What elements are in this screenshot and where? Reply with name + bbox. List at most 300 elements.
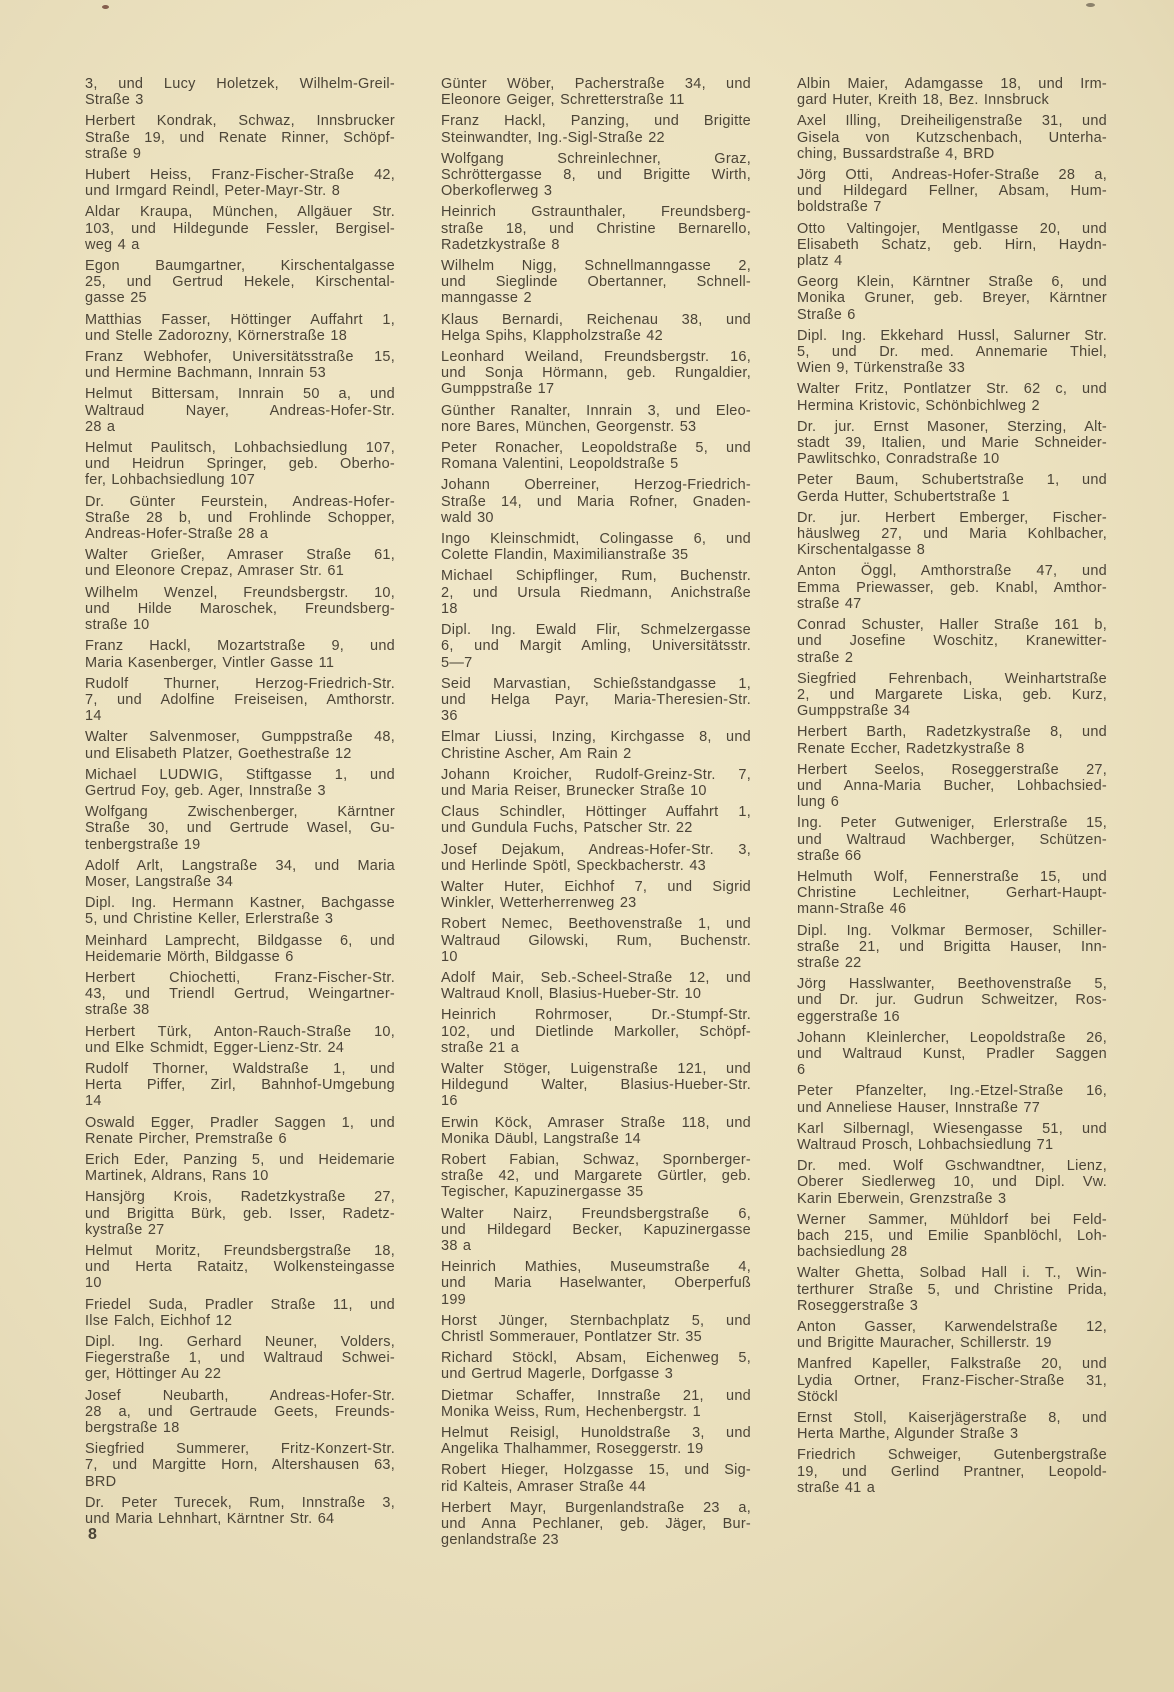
entry-line: Egon Baumgartner, Kirschentalgasse	[85, 258, 395, 275]
entry-line: Jörg Otti, Andreas-Hofer-Straße 28 a,	[797, 167, 1107, 184]
directory-entry	[441, 440, 751, 472]
entry-line: Michael Schipflinger, Rum, Buchenstr.	[441, 568, 751, 585]
entry-line: Dipl. Ing. Hermann Kastner, Bachgasse	[85, 895, 395, 912]
entry-line: und Helga Payr, Maria-Theresien-Str.	[441, 691, 751, 708]
directory-entry	[797, 671, 1107, 720]
entry-line: Walter Grießer, Amraser Straße 61,	[85, 547, 395, 564]
entry-line: Peter Ronacher, Leopoldstraße 5, und	[441, 440, 751, 457]
entry-line: Wilhelm Wenzel, Freundsbergstr. 10,	[85, 584, 395, 601]
column-3	[797, 76, 1107, 1553]
entry-line: Helmut Moritz, Freundsbergstraße 18,	[85, 1243, 395, 1259]
entry-line: Monika Gruner, geb. Breyer, Kärntner	[797, 290, 1107, 307]
entry-line: 43, und Triendl Gertrud, Weingartner-	[85, 986, 395, 1003]
directory-entry	[797, 762, 1107, 811]
entry-line: Dr. med. Wolf Gschwandtner, Lienz,	[797, 1158, 1107, 1175]
entry-line: und Josefine Woschitz, Kranewitter-	[797, 633, 1107, 650]
directory-entry	[85, 440, 395, 489]
directory-entry	[797, 976, 1107, 1025]
directory-entry	[85, 804, 395, 853]
entry-line: und Gertrud Magerle, Dorfgasse 3	[441, 1366, 674, 1383]
directory-entry	[85, 1495, 395, 1527]
directory-entry	[797, 76, 1107, 108]
entry-line: wald 30	[441, 509, 494, 526]
entry-line: Lydia Ortner, Franz-Fischer-Straße 31,	[797, 1372, 1107, 1389]
entry-line: Martinek, Aldrans, Rans 10	[85, 1168, 269, 1185]
directory-entry	[441, 622, 751, 671]
entry-line: straße 38	[85, 1002, 150, 1019]
directory-entry	[441, 403, 751, 435]
entry-line: Richard Stöckl, Absam, Eichenweg 5,	[441, 1350, 751, 1367]
entry-line: Gumppstraße 34	[797, 703, 911, 720]
directory-entry	[441, 842, 751, 874]
entry-line: Eleonore Geiger, Schretterstraße 11	[441, 92, 685, 109]
entry-line: und Anna-Maria Bucher, Lohbachsied-	[797, 777, 1107, 794]
entry-line: Claus Schindler, Höttinger Auffahrt 1,	[441, 804, 751, 821]
directory-entry	[797, 1447, 1107, 1496]
directory-entry	[797, 419, 1107, 468]
directory-entry	[797, 617, 1107, 666]
directory-entry	[797, 724, 1107, 756]
entry-line: eggerstraße 16	[797, 1008, 900, 1025]
entry-line: bach 215, und Emilie Spanblöchl, Loh-	[797, 1228, 1107, 1244]
directory-entry	[797, 381, 1107, 413]
entry-line: gasse 25	[85, 290, 147, 307]
entry-line: Waltraud Gilowski, Rum, Buchenstr.	[441, 932, 751, 949]
entry-line: Oberer Siedlerweg 10, und Dipl. Vw.	[797, 1174, 1107, 1191]
directory-entry	[85, 494, 395, 543]
entry-line: Andreas-Hofer-Straße 28 a	[85, 526, 269, 543]
entry-line: Rudolf Thorner, Waldstraße 1, und	[85, 1060, 395, 1077]
entry-line: Heinrich Rohrmoser, Dr.-Stumpf-Str.	[441, 1007, 751, 1024]
entry-line: Friedel Suda, Pradler Straße 11, und	[85, 1296, 395, 1313]
entry-line: straße 42, und Margarete Gürtler, geb.	[441, 1168, 751, 1185]
entry-line: Monika Weiss, Rum, Hechenbergstr. 1	[441, 1403, 701, 1420]
entry-line: straße 2	[797, 649, 854, 666]
entry-line: Ernst Stoll, Kaiserjägerstraße 8, und	[797, 1410, 1107, 1427]
entry-line: Helga Spihs, Klappholzstraße 42	[441, 327, 663, 344]
entry-line: und Elke Schmidt, Egger-Lienz-Str. 24	[85, 1039, 345, 1056]
entry-line: 14	[85, 1093, 102, 1110]
entry-line: und Maria Reiser, Brunecker Straße 10	[441, 782, 707, 799]
entry-line: Axel Illing, Dreiheiligenstraße 31, und	[797, 113, 1107, 130]
directory-entry	[85, 1297, 395, 1329]
directory-entry	[85, 1152, 395, 1184]
entry-line: Johann Kroicher, Rudolf-Greinz-Str. 7,	[441, 766, 751, 783]
entry-line: Christl Sommerauer, Pontlatzer Str. 35	[441, 1329, 702, 1346]
entry-line: Michael LUDWIG, Stiftgasse 1, und	[85, 766, 395, 783]
directory-entry	[797, 472, 1107, 504]
entry-line: Straße 28 b, und Frohlinde Schopper,	[85, 509, 395, 526]
entry-line: Dr. jur. Herbert Emberger, Fischer-	[797, 509, 1107, 526]
entry-line: Herbert Mayr, Burgenlandstraße 23 a,	[441, 1499, 751, 1516]
entry-line: Karin Eberwein, Grenzstraße 3	[797, 1190, 1007, 1207]
directory-entry	[441, 349, 751, 398]
entry-line: Walter Ghetta, Solbad Hall i. T., Win-	[797, 1265, 1107, 1282]
entry-line: Heinrich Mathies, Museumstraße 4,	[441, 1259, 751, 1276]
entry-line: und Waltraud Kunst, Pradler Saggen	[797, 1045, 1107, 1062]
directory-entry	[797, 869, 1107, 918]
entry-line: Heinrich Gstraunthaler, Freundsberg-	[441, 204, 751, 221]
entry-line: Josef Neubarth, Andreas-Hofer-Str.	[85, 1387, 395, 1404]
directory-entry	[85, 1115, 395, 1147]
entry-line: Tegischer, Kapuzinergasse 35	[441, 1184, 644, 1201]
directory-entry	[85, 933, 395, 965]
entry-line: Friedrich Schweiger, Gutenbergstraße	[797, 1447, 1107, 1464]
entry-line: Straße 6	[797, 306, 856, 323]
entry-line: Straße 30, und Gertrude Wasel, Gu-	[85, 820, 395, 837]
entry-line: Wolfgang Zwischenberger, Kärntner	[85, 804, 395, 821]
entry-line: Dr. Günter Feurstein, Andreas-Hofer-	[85, 493, 395, 510]
entry-line: Aldar Kraupa, München, Allgäuer Str.	[85, 204, 395, 221]
entry-line: Peter Pfanzelter, Ing.-Etzel-Straße 16,	[797, 1083, 1107, 1100]
directory-entry	[441, 568, 751, 617]
directory-entry	[441, 1206, 751, 1255]
entry-line: Robert Fabian, Schwaz, Spornberger-	[441, 1151, 751, 1168]
directory-entry	[797, 1410, 1107, 1442]
directory-entry	[85, 258, 395, 307]
directory-entry	[797, 1319, 1107, 1351]
entry-line: lung 6	[797, 794, 840, 811]
entry-line: straße 10	[85, 617, 150, 634]
directory-entry	[85, 767, 395, 799]
entry-line: Erwin Köck, Amraser Straße 118, und	[441, 1114, 751, 1131]
entry-line: ching, Bussardstraße 4, BRD	[797, 145, 995, 162]
directory-entry	[441, 76, 751, 108]
entry-line: Moser, Langstraße 34	[85, 873, 234, 890]
entry-line: manngasse 2	[441, 290, 532, 307]
entry-line: stadt 39, Italien, und Marie Schneider-	[797, 435, 1107, 452]
entry-line: und Hilde Maroschek, Freundsberg-	[85, 600, 395, 617]
entry-line: genlandstraße 23	[441, 1532, 559, 1549]
entry-line: und Elisabeth Platzer, Goethestraße 12	[85, 745, 352, 762]
entry-line: Colette Flandin, Maximilianstraße 35	[441, 547, 689, 564]
directory-entry	[797, 167, 1107, 216]
entry-line: Werner Sammer, Mühldorf bei Feld-	[797, 1211, 1107, 1228]
entry-line: und Maria Haselwanter, Oberperfuß	[441, 1275, 751, 1292]
entry-line: Christine Lechleitner, Gerhart-Haupt-	[797, 885, 1107, 902]
entry-line: und Herlinde Spötl, Speckbacherstr. 43	[441, 857, 706, 874]
directory-entry	[85, 349, 395, 381]
directory-entry	[797, 923, 1107, 972]
entry-line: Helmut Reisigl, Hunoldstraße 3, und	[441, 1425, 751, 1442]
directory-entry	[441, 151, 751, 200]
entry-line: Seid Marvastian, Schießstandgasse 1,	[441, 675, 751, 692]
entry-line: Gisela von Kutzschenbach, Unterha-	[797, 129, 1107, 146]
entry-line: und Heidrun Springer, geb. Oberho-	[85, 456, 395, 473]
entry-line: Adolf Mair, Seb.-Scheel-Straße 12, und	[441, 969, 751, 986]
entry-line: Straße 3	[85, 92, 144, 109]
directory-entry	[85, 1189, 395, 1238]
directory-entry	[441, 1388, 751, 1420]
directory-entry	[797, 1265, 1107, 1314]
directory-entry	[85, 386, 395, 435]
entry-line: Gertrud Foy, geb. Ager, Innstraße 3	[85, 782, 326, 799]
entry-line: Hermina Kristovic, Schönbichlweg 2	[797, 397, 1040, 414]
entry-line: 2, und Margarete Liska, geb. Kurz,	[797, 686, 1107, 703]
entry-line: Ingo Kleinschmidt, Colingasse 6, und	[441, 531, 751, 548]
entry-line: Maria Kasenberger, Vintler Gasse 11	[85, 654, 335, 671]
entry-line: 2, und Ursula Riedmann, Anichstraße	[441, 584, 751, 601]
entry-line: und Eleonore Crepaz, Amraser Str. 61	[85, 563, 345, 580]
directory-entry	[85, 676, 395, 725]
directory-entry	[85, 1061, 395, 1110]
entry-line: und Gundula Fuchs, Patscher Str. 22	[441, 820, 693, 837]
entry-line: Klaus Bernardi, Reichenau 38, und	[441, 311, 751, 328]
entry-line: Pawlitschko, Conradstraße 10	[797, 451, 1000, 468]
entry-line: platz 4	[797, 253, 843, 270]
entry-line: Herta Piffer, Zirl, Bahnhof-Umgebung	[85, 1077, 395, 1094]
entry-line: ger, Höttinger Au 22	[85, 1366, 222, 1383]
entry-line: Wien 9, Türkenstraße 33	[797, 360, 966, 377]
entry-line: Elisabeth Schatz, geb. Hirn, Haydn-	[797, 236, 1107, 253]
entry-line: Hansjörg Krois, Radetzkystraße 27,	[85, 1189, 395, 1206]
entry-line: Horst Jünger, Sternbachplatz 5, und	[441, 1312, 751, 1329]
directory-entry	[441, 1115, 751, 1147]
page-number: 8	[88, 1526, 98, 1543]
directory-entry	[85, 113, 395, 162]
entry-line: Herbert Kondrak, Schwaz, Innsbrucker	[85, 113, 395, 130]
entry-line: bachsiedlung 28	[797, 1244, 908, 1261]
directory-entry	[797, 815, 1107, 864]
entry-line: und Hildegard Fellner, Absam, Hum-	[797, 183, 1107, 200]
entry-line: BRD	[85, 1473, 117, 1490]
entry-line: tenbergstraße 19	[85, 836, 201, 853]
entry-line: Dr. jur. Ernst Masoner, Sterzing, Alt-	[797, 418, 1107, 435]
entry-line: bergstraße 18	[85, 1420, 180, 1437]
entry-line: 19, und Gerlind Prantner, Leopold-	[797, 1463, 1107, 1480]
entry-line: Karl Silbernagl, Wiesengasse 51, und	[797, 1120, 1107, 1137]
directory-entry	[85, 1388, 395, 1437]
entry-line: Steinwandter, Ing.-Sigl-Straße 22	[441, 129, 665, 146]
entry-line: straße 22	[797, 954, 862, 971]
directory-entry	[797, 563, 1107, 612]
entry-line: straße 21, und Brigitta Hauser, Inn-	[797, 938, 1107, 955]
entry-line: 6, und Margit Amling, Universitätsstr.	[441, 638, 751, 655]
entry-line: 18	[441, 600, 458, 617]
entry-line: terthurer Straße 5, und Christine Prida,	[797, 1281, 1107, 1298]
directory-entry	[85, 1334, 395, 1383]
entry-line: Waltraud Nayer, Andreas-Hofer-Str.	[85, 402, 395, 419]
entry-line: 28 a	[85, 418, 116, 435]
entry-line: und Anna Pechlaner, geb. Jäger, Bur-	[441, 1516, 751, 1533]
entry-line: Leonhard Weiland, Freundsbergstr. 16,	[441, 349, 751, 366]
entry-line: Erich Eder, Panzing 5, und Heidemarie	[85, 1151, 395, 1168]
entry-line: Günther Ranalter, Innrain 3, und Eleo-	[441, 402, 751, 419]
entry-line: und Maria Lehnhart, Kärntner Str. 64	[85, 1511, 335, 1528]
columns-container	[85, 76, 1107, 1553]
paper-speck	[1086, 3, 1095, 7]
entry-line: Walter Salvenmoser, Gumppstraße 48,	[85, 729, 395, 746]
entry-line: und Sonja Hörmann, geb. Rungaldier,	[441, 365, 751, 382]
directory-entry	[441, 531, 751, 563]
entry-line: 5, und Christine Keller, Erlerstraße 3	[85, 911, 334, 928]
entry-line: Walter Huter, Eichhof 7, und Sigrid	[441, 878, 751, 895]
entry-line: nore Bares, München, Georgenstr. 53	[441, 418, 697, 435]
entry-line: Elmar Liussi, Inzing, Kirchgasse 8, und	[441, 729, 751, 746]
entry-line: straße 18, und Christine Bernarello,	[441, 220, 751, 237]
entry-line: 36	[441, 708, 458, 725]
entry-line: Herbert Seelos, Roseggerstraße 27,	[797, 761, 1107, 778]
directory-entry	[85, 1243, 395, 1292]
directory-entry	[797, 1030, 1107, 1079]
entry-line: Herbert Barth, Radetzkystraße 8, und	[797, 724, 1107, 741]
directory-entry	[797, 113, 1107, 162]
entry-line: und Hildegard Becker, Kapuzinergasse	[441, 1221, 751, 1238]
entry-line: rid Kalteis, Amraser Straße 44	[441, 1478, 646, 1495]
directory-entry	[85, 547, 395, 579]
directory-entry	[797, 1356, 1107, 1405]
entry-line: Ilse Falch, Eichhof 12	[85, 1312, 233, 1329]
entry-line: 10	[441, 948, 458, 965]
entry-line: Siegfried Summerer, Fritz-Konzert-Str.	[85, 1441, 395, 1458]
entry-line: Franz Webhofer, Universitätsstraße 15,	[85, 349, 395, 366]
directory-entry	[85, 204, 395, 253]
directory-entry	[441, 1425, 751, 1457]
directory-entry	[85, 312, 395, 344]
entry-line: Siegfried Fehrenbach, Weinhartstraße	[797, 670, 1107, 687]
entry-line: Robert Hieger, Holzgasse 15, und Sig-	[441, 1462, 751, 1479]
directory-entry	[797, 328, 1107, 377]
entry-line: gard Huter, Kreith 18, Bez. Innsbruck	[797, 92, 1050, 109]
entry-line: Walter Stöger, Luigenstraße 121, und	[441, 1060, 751, 1077]
entry-line: mann-Straße 46	[797, 901, 907, 918]
entry-line: Helmuth Wolf, Fennerstraße 15, und	[797, 868, 1107, 885]
directory-entry	[797, 1212, 1107, 1261]
entry-line: Herta Marthe, Algunder Straße 3	[797, 1426, 1019, 1443]
entry-line: 6	[797, 1062, 806, 1079]
entry-line: 28 a, und Gertraude Geets, Freunds-	[85, 1403, 395, 1420]
entry-line: Angelika Thalhammer, Roseggerstr. 19	[441, 1441, 704, 1458]
entry-line: boldstraße 7	[797, 199, 882, 216]
entry-line: weg 4 a	[85, 236, 140, 253]
entry-line: Christine Ascher, Am Rain 2	[441, 745, 632, 762]
entry-line: Rudolf Thurner, Herzog-Friedrich-Str.	[85, 675, 395, 692]
entry-line: Waltraud Prosch, Lohbachsiedlung 71	[797, 1136, 1054, 1153]
entry-line: Günter Wöber, Pacherstraße 34, und	[441, 76, 751, 92]
entry-line: 7, und Margitte Horn, Altershausen 63,	[85, 1457, 395, 1474]
entry-line: Matthias Fasser, Höttinger Auffahrt 1,	[85, 311, 395, 328]
directory-entry	[797, 221, 1107, 270]
entry-line: und Hermine Bachmann, Innrain 53	[85, 365, 326, 382]
directory-entry	[441, 1500, 751, 1549]
entry-line: Herbert Chiochetti, Franz-Fischer-Str.	[85, 969, 395, 986]
entry-line: und Sieglinde Obertanner, Schnell-	[441, 274, 751, 291]
directory-entry	[85, 167, 395, 199]
entry-line: 5—7	[441, 654, 473, 671]
entry-line: Johann Kleinlercher, Leopoldstraße 26,	[797, 1029, 1107, 1046]
directory-entry	[441, 1462, 751, 1494]
entry-line: 103, und Hildegunde Fessler, Bergisel-	[85, 220, 395, 237]
entry-line: Adolf Arlt, Langstraße 34, und Maria	[85, 857, 395, 874]
entry-line: 199	[441, 1291, 466, 1308]
entry-line: und Dr. jur. Gudrun Schweitzer, Ros-	[797, 992, 1107, 1009]
entry-line: straße 41 a	[797, 1479, 876, 1496]
entry-line: Dipl. Ing. Gerhard Neuner, Volders,	[85, 1334, 395, 1351]
entry-line: Schröttergasse 8, und Brigitte Wirth,	[441, 167, 751, 184]
entry-line: und Brigitte Mauracher, Schillerstr. 19	[797, 1335, 1052, 1352]
directory-entry	[441, 879, 751, 911]
entry-line: Renate Pircher, Premstraße 6	[85, 1130, 287, 1147]
entry-line: Renate Eccher, Radetzkystraße 8	[797, 740, 1025, 757]
entry-line: Conrad Schuster, Haller Straße 161 b,	[797, 617, 1107, 634]
entry-line: kystraße 27	[85, 1221, 165, 1238]
entry-line: und Brigitta Bürk, geb. Isser, Radetz-	[85, 1205, 395, 1222]
entry-line: Emma Priewasser, geb. Knabl, Amthor-	[797, 579, 1107, 596]
directory-entry	[797, 1158, 1107, 1207]
directory-entry	[797, 510, 1107, 559]
entry-line: 25, und Gertrud Hekele, Kirschental-	[85, 274, 395, 291]
directory-entry	[85, 585, 395, 634]
entry-line: Dipl. Ing. Volkmar Bermoser, Schiller-	[797, 922, 1107, 939]
directory-entry	[85, 1441, 395, 1490]
entry-line: Oswald Egger, Pradler Saggen 1, und	[85, 1114, 395, 1131]
entry-line: Stöckl	[797, 1388, 838, 1405]
entry-line: 14	[85, 708, 102, 725]
directory-entry	[797, 1083, 1107, 1115]
entry-line: und Herta Rataitz, Wolkensteingasse	[85, 1259, 395, 1276]
entry-line: 10	[85, 1275, 102, 1292]
directory-entry	[441, 204, 751, 253]
directory-entry	[85, 638, 395, 670]
entry-line: und Stelle Zadorozny, Körnerstraße 18	[85, 327, 348, 344]
entry-line: straße 66	[797, 847, 862, 864]
entry-line: und Anneliese Hauser, Innstraße 77	[797, 1099, 1041, 1116]
directory-entry	[441, 1007, 751, 1056]
entry-line: Monika Däubl, Langstraße 14	[441, 1130, 641, 1147]
entry-line: Franz Hackl, Panzing, und Brigitte	[441, 113, 751, 130]
entry-line: straße 21 a	[441, 1039, 520, 1056]
entry-line: Walter Fritz, Pontlatzer Str. 62 c, und	[797, 381, 1107, 398]
entry-line: Straße 19, und Renate Rinner, Schöpf-	[85, 129, 395, 146]
entry-line: Josef Dejakum, Andreas-Hofer-Str. 3,	[441, 841, 751, 858]
entry-line: Dietmar Schaffer, Innstraße 21, und	[441, 1387, 751, 1404]
directory-entry	[441, 1152, 751, 1201]
directory-entry	[85, 858, 395, 890]
entry-line: Roseggerstraße 3	[797, 1297, 919, 1314]
entry-line: Kirschentalgasse 8	[797, 542, 926, 559]
entry-line: Ing. Peter Gutweniger, Erlerstraße 15,	[797, 815, 1107, 832]
entry-line: Radetzkystraße 8	[441, 236, 560, 253]
entry-line: Georg Klein, Kärntner Straße 6, und	[797, 274, 1107, 291]
entry-line: Walter Nairz, Freundsbergstraße 6,	[441, 1205, 751, 1222]
entry-line: Otto Valtingojer, Mentlgasse 20, und	[797, 220, 1107, 237]
entry-line: Herbert Türk, Anton-Rauch-Straße 10,	[85, 1023, 395, 1040]
directory-entry	[85, 76, 395, 108]
directory-entry	[85, 895, 395, 927]
entry-line: Romana Valentini, Leopoldstraße 5	[441, 456, 679, 473]
entry-line: Dipl. Ing. Ekkehard Hussl, Salurner Str.	[797, 327, 1107, 344]
entry-line: 7, und Adolfine Freiseisen, Amthorstr.	[85, 691, 395, 708]
entry-line: 38 a	[441, 1238, 472, 1254]
directory-entry	[797, 1121, 1107, 1153]
entry-line: Albin Maier, Adamgasse 18, und Irm-	[797, 76, 1107, 92]
entry-line: Meinhard Lamprecht, Bildgasse 6, und	[85, 932, 395, 949]
entry-line: straße 47	[797, 595, 862, 612]
entry-line: Gerda Hutter, Schubertstraße 1	[797, 488, 1010, 505]
entry-line: Gumppstraße 17	[441, 381, 555, 398]
directory-entry	[441, 970, 751, 1002]
entry-line: Robert Nemec, Beethovenstraße 1, und	[441, 916, 751, 933]
entry-line: Hubert Heiss, Franz-Fischer-Straße 42,	[85, 167, 395, 184]
directory-entry	[441, 113, 751, 145]
entry-line: Wilhelm Nigg, Schnellmanngasse 2,	[441, 258, 751, 275]
entry-line: Helmut Paulitsch, Lohbachsiedlung 107,	[85, 440, 395, 457]
entry-line: Jörg Hasslwanter, Beethovenstraße 5,	[797, 976, 1107, 993]
entry-line: fer, Lohbachsiedlung 107	[85, 472, 256, 489]
entry-line: Winkler, Wetterherrenweg 23	[441, 895, 637, 912]
entry-line: Hildegund Walter, Blasius-Hueber-Str.	[441, 1077, 751, 1094]
entry-line: Heidemarie Mörth, Bildgasse 6	[85, 948, 294, 965]
